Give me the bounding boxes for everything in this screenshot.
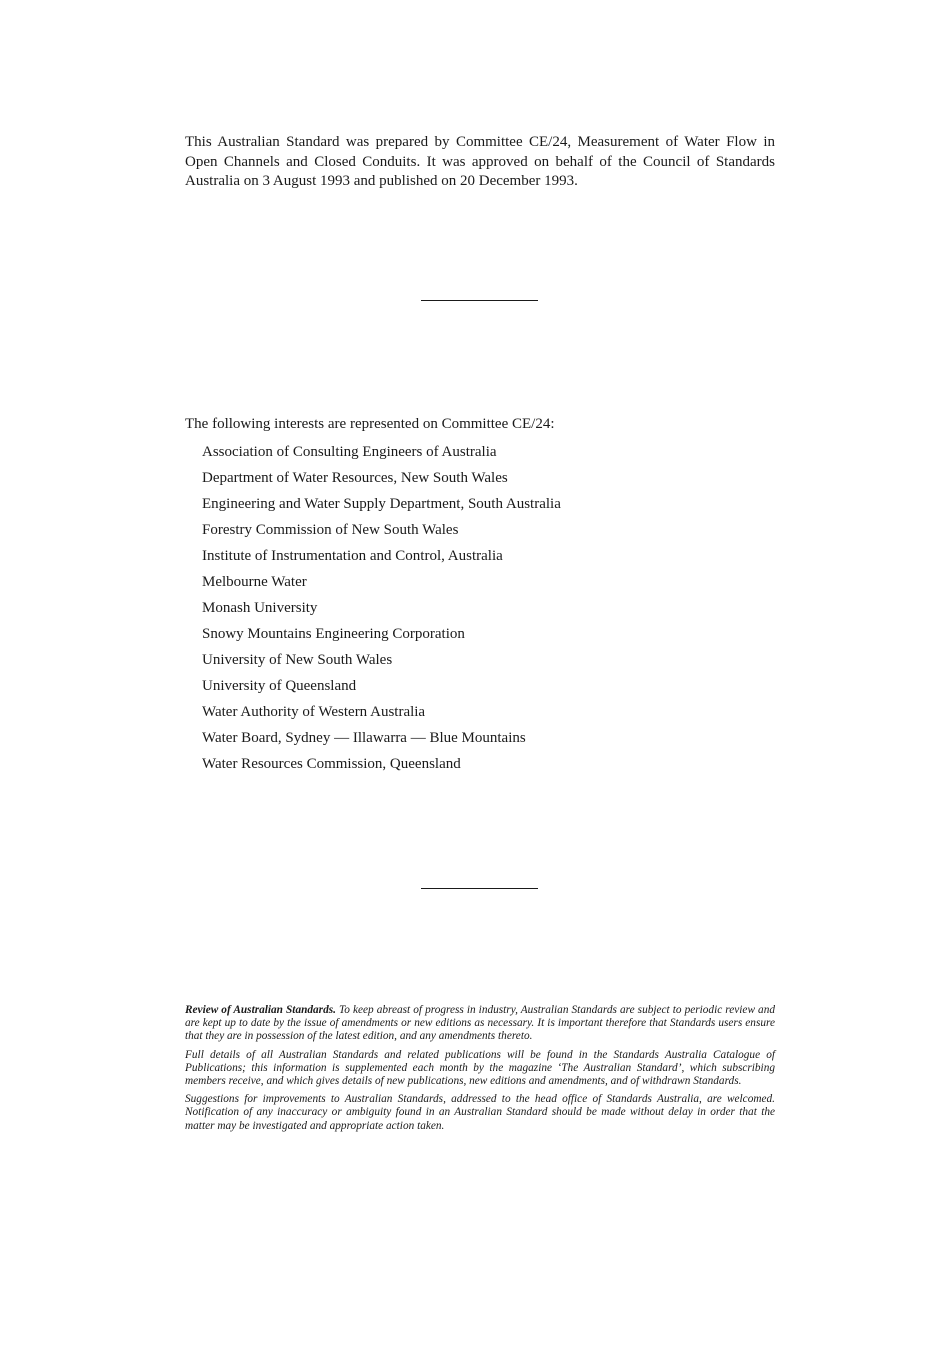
committee-member: Melbourne Water	[202, 574, 307, 590]
committee-member: Water Resources Commission, Queensland	[202, 756, 461, 772]
review-notes	[185, 1004, 775, 1138]
committee-interests	[185, 413, 785, 777]
committee-member: Association of Consulting Engineers of Australia	[202, 444, 497, 460]
suggestions-paragraph: Suggestions for improvements to Australian Standards, addressed to the head office of Standards Australia, are welcomed. Notification of any inaccuracy or ambiguity found in an Australian Standard should be made without delay in order that the matter may be investigated and appropriate action taken.	[185, 1093, 775, 1132]
committee-member: Monash University	[202, 600, 318, 616]
committee-member: University of Queensland	[202, 678, 357, 694]
committee-member: Forestry Commission of New South Wales	[202, 522, 459, 538]
committee-member: Water Authority of Western Australia	[202, 704, 426, 720]
committee-member: Engineering and Water Supply Department, South Australia	[202, 496, 561, 512]
review-text: To keep abreast of progress in industry, Australian Standards are subject to periodic review and are kept up to date by the issue of amendments or new editions as necessary. It is important therefore that Standards users ensure that they are in possession of the latest edition, and any amendments thereto.	[185, 1004, 775, 1043]
section-divider-top	[421, 300, 538, 301]
committee-member: University of New South Wales	[202, 652, 393, 668]
preparation-statement: This Australian Standard was prepared by Committee CE/24, Measurement of Water Flow in Open Channels and Closed Conduits. It was approved on behalf of the Council of Standards Australia on 3 August 1993 and published on 20 December 1993.	[185, 134, 775, 189]
review-paragraph	[185, 1004, 775, 1044]
committee-heading: The following interests are represented on Committee CE/24:	[185, 416, 555, 432]
section-divider-bottom	[421, 888, 538, 889]
committee-member: Institute of Instrumentation and Control, Australia	[202, 548, 503, 564]
committee-member-list	[185, 439, 785, 777]
committee-member: Snowy Mountains Engineering Corporation	[202, 626, 465, 642]
committee-member: Department of Water Resources, New South Wales	[202, 470, 508, 486]
review-lead: Review of Australian Standards.	[185, 1004, 336, 1016]
committee-member: Water Board, Sydney — Illawarra — Blue Mountains	[202, 730, 526, 746]
details-paragraph: Full details of all Australian Standards and related publications will be found in the Standards Australia Catalogue of Publications; this information is supplemented each month by the magazine ‘The Australian Standard’, which subscribing members receive, and which gives details of new publications, new editions and amendments, and of withdrawn Standards.	[185, 1048, 775, 1088]
